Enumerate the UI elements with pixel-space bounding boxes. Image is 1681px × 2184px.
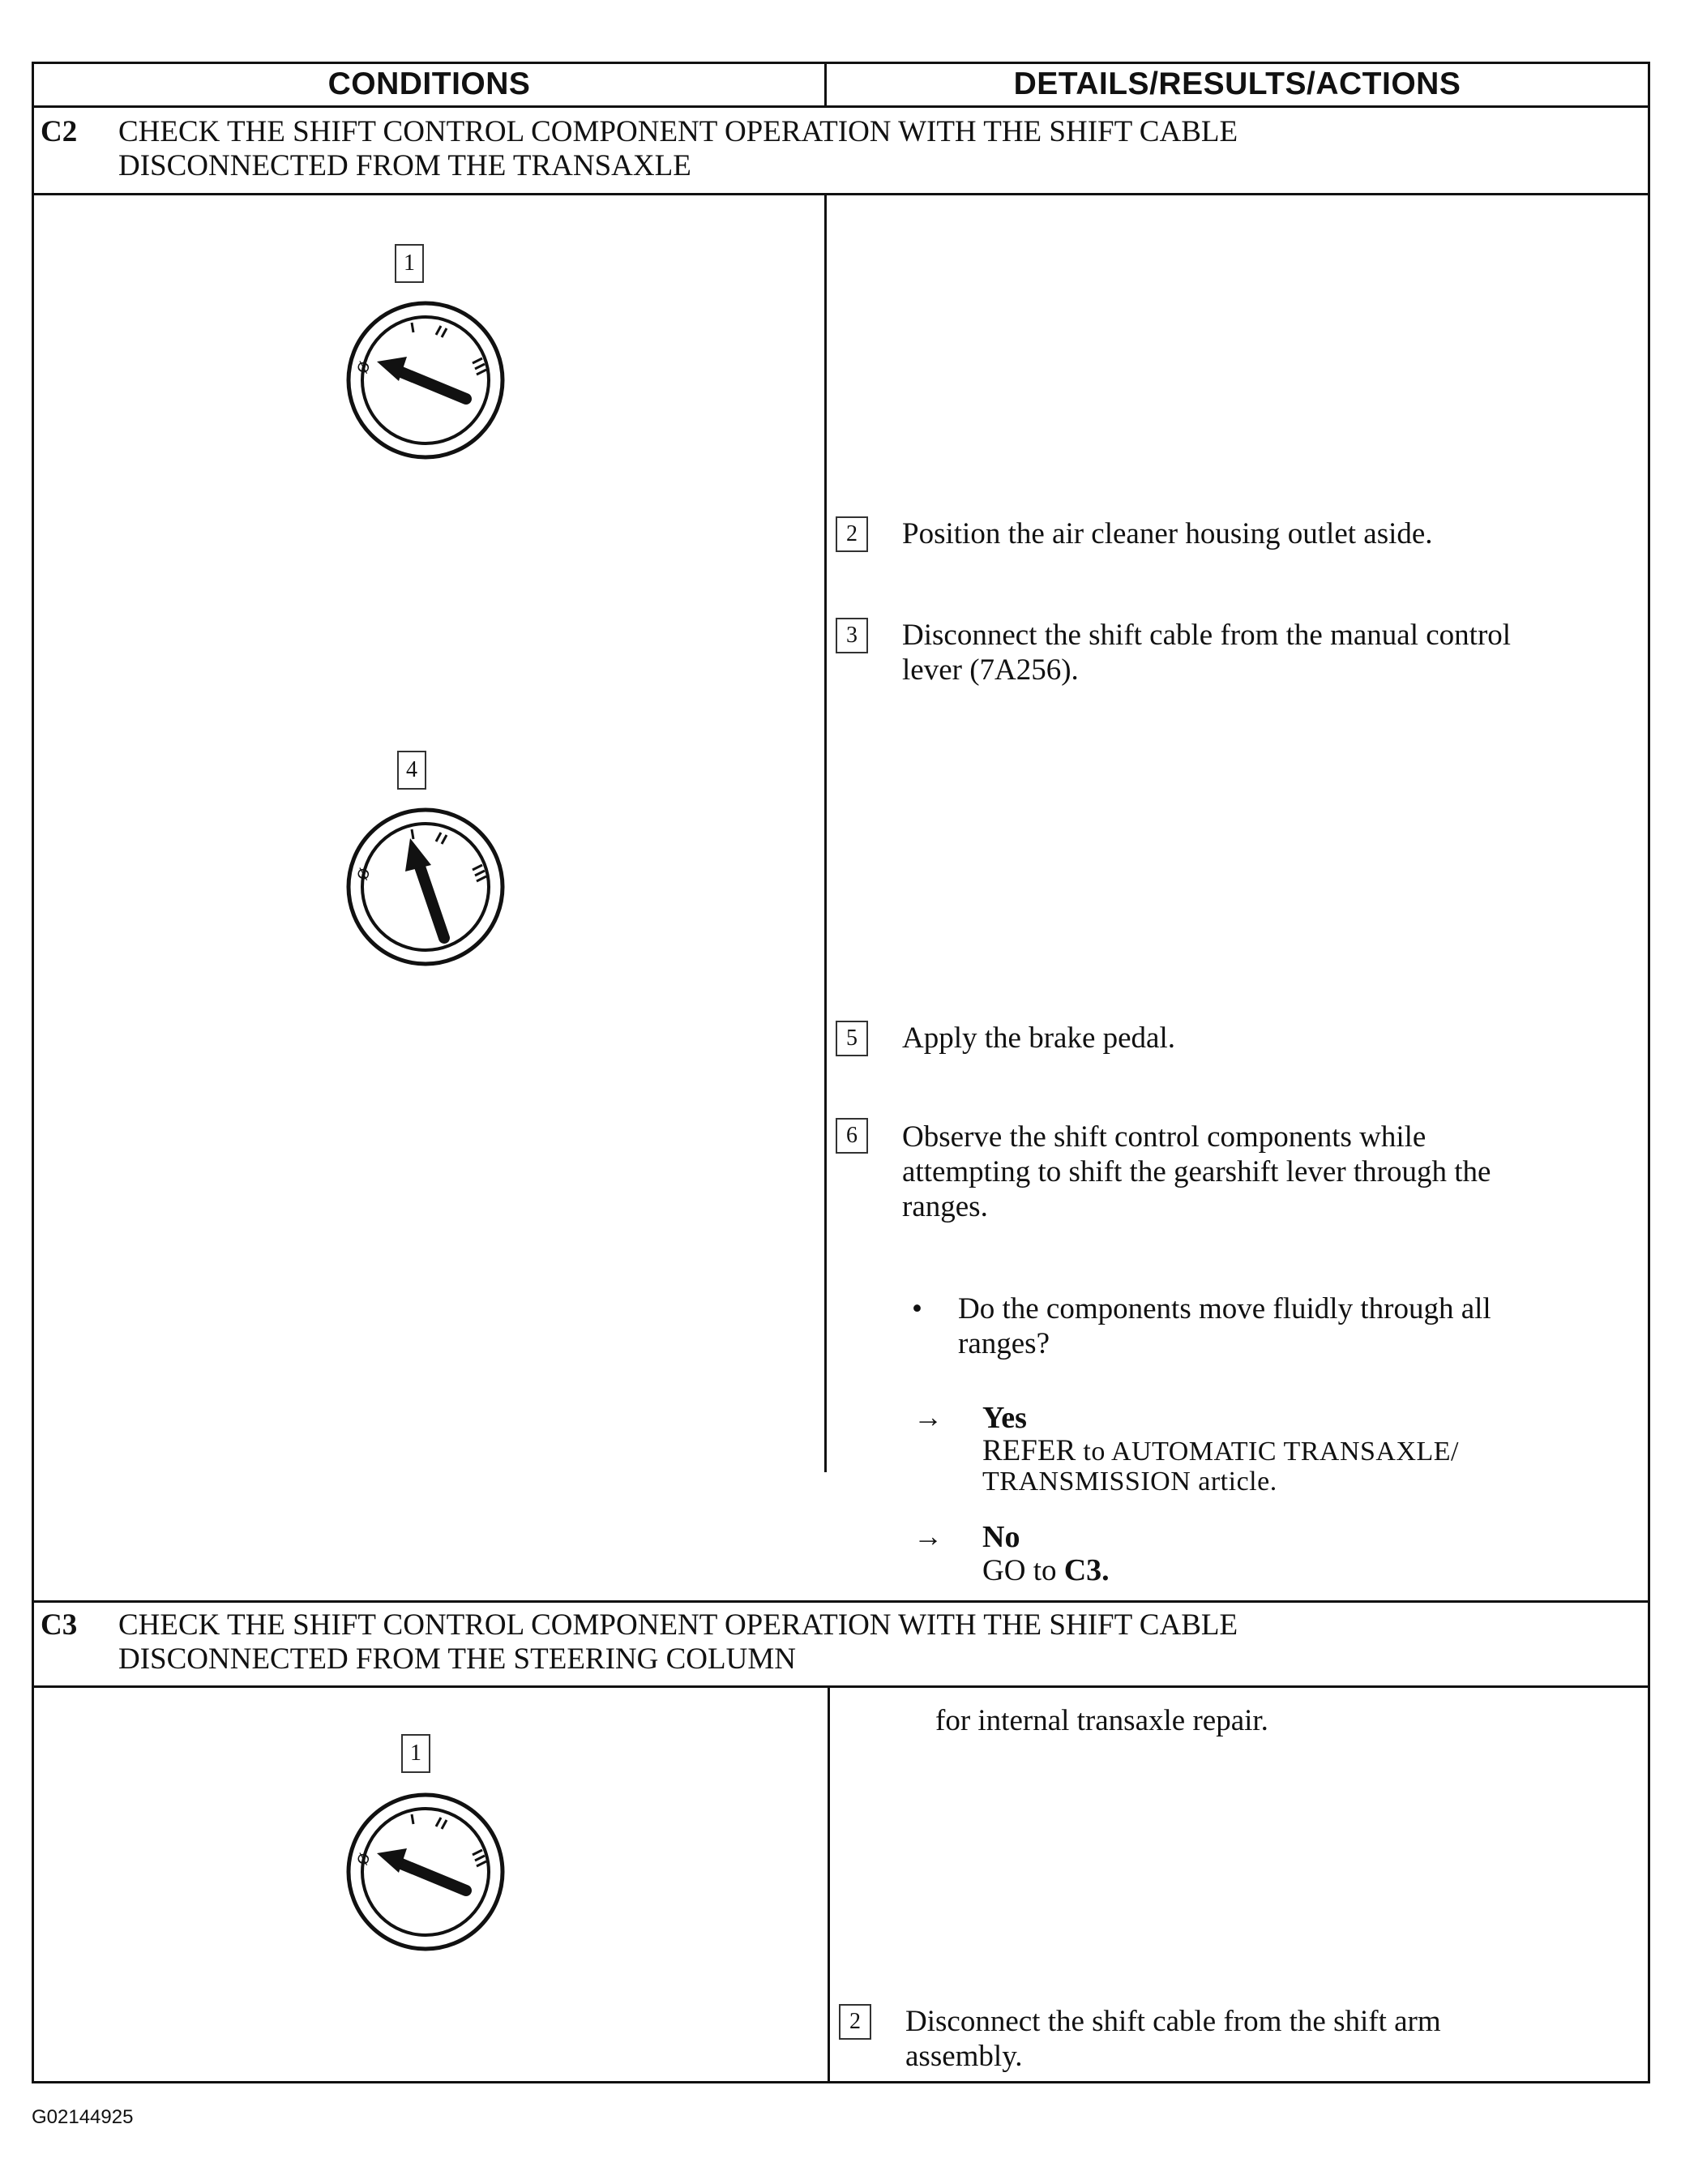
- c2-question-line1: Do the components move fluidly through all: [958, 1292, 1491, 1325]
- c2-step6-line1: Observe the shift control components while: [902, 1120, 1426, 1154]
- c2-step3-text: [902, 618, 1511, 687]
- row-divider: [34, 193, 1648, 195]
- c3-title-text: [118, 1608, 1615, 1677]
- c2-question: [958, 1291, 1491, 1361]
- c2-step4-number: 4: [397, 751, 426, 790]
- c2-step1-number: 1: [395, 244, 424, 283]
- arrow-right-icon: →: [913, 1401, 943, 1433]
- c2-no-answer: [982, 1521, 1110, 1587]
- c3-step2-line1: Disconnect the shift cable from the shift arm: [905, 2005, 1441, 2038]
- figure-id: G02144925: [32, 2106, 134, 2128]
- c2-yes-text2: TRANSMISSION article.: [982, 1467, 1277, 1497]
- c2-code: C2: [41, 115, 78, 148]
- ignition-dial-icon: [340, 1787, 511, 1957]
- c2-step3-number: 3: [836, 618, 868, 653]
- c2-no-label: No: [982, 1520, 1020, 1554]
- c3-step1-number: 1: [401, 1734, 430, 1773]
- c2-step6-number: 6: [836, 1118, 868, 1154]
- diagnostic-table: [32, 62, 1650, 2083]
- row-divider: [34, 1600, 1648, 1603]
- row-divider: [34, 105, 1648, 108]
- c2-question-line2: ranges?: [958, 1327, 1050, 1360]
- c3-column-divider: [828, 1688, 830, 2083]
- svg-text:Ø: Ø: [353, 359, 374, 376]
- c2-step6-text: [902, 1120, 1491, 1224]
- c2-section-title: [34, 114, 1648, 195]
- c2-step3-line2: lever (7A256).: [902, 653, 1079, 687]
- c3-code: C3: [41, 1608, 78, 1642]
- c3-step2-number: 2: [839, 2004, 871, 2040]
- c2-title-line1: CHECK THE SHIFT CONTROL COMPONENT OPERATION WITH THE SHIFT CABLE: [118, 115, 1238, 148]
- c2-step5-number: 5: [836, 1021, 868, 1056]
- c3-section-title: [34, 1608, 1648, 1689]
- details-header: DETAILS/RESULTS/ACTIONS: [1013, 66, 1461, 101]
- c2-step6-line3: ranges.: [902, 1190, 988, 1223]
- c2-yes-text1: to AUTOMATIC TRANSAXLE/: [1083, 1437, 1460, 1467]
- c2-title-line2: DISCONNECTED FROM THE TRANSAXLE: [118, 149, 691, 182]
- svg-text:Ø: Ø: [353, 866, 374, 883]
- c2-yes-label: Yes: [982, 1401, 1027, 1435]
- header-divider: [824, 64, 827, 108]
- c2-column-divider: [824, 195, 827, 1472]
- c3-step2-text: [905, 2004, 1441, 2074]
- c3-continued-text: for internal transaxle repair.: [935, 1704, 1268, 1737]
- c3-step2-line2: assembly.: [905, 2040, 1023, 2073]
- c2-step2-text: Position the air cleaner housing outlet aside.: [902, 517, 1433, 550]
- c2-no-target[interactable]: C3.: [1063, 1553, 1110, 1587]
- c2-step3-line1: Disconnect the shift cable from the manual control: [902, 619, 1512, 652]
- ignition-dial-icon: [340, 802, 511, 972]
- c2-title-text: [118, 114, 1615, 184]
- bullet-icon: •: [912, 1292, 922, 1325]
- c2-yes-action: REFER: [982, 1434, 1076, 1467]
- c2-no-text: GO to: [982, 1554, 1057, 1587]
- c3-title-line1: CHECK THE SHIFT CONTROL COMPONENT OPERATION WITH THE SHIFT CABLE: [118, 1608, 1238, 1642]
- conditions-header: CONDITIONS: [327, 66, 531, 101]
- ignition-dial-icon: [340, 295, 511, 465]
- c2-step2-number: 2: [836, 516, 868, 552]
- c2-yes-answer: [982, 1402, 1459, 1496]
- c3-title-line2: DISCONNECTED FROM THE STEERING COLUMN: [118, 1642, 796, 1676]
- arrow-right-icon: →: [913, 1520, 943, 1552]
- c2-step5-text: Apply the brake pedal.: [902, 1021, 1175, 1055]
- c2-step6-line2: attempting to shift the gearshift lever through the: [902, 1155, 1491, 1188]
- svg-text:Ø: Ø: [353, 1851, 374, 1868]
- row-divider: [34, 1685, 1648, 1688]
